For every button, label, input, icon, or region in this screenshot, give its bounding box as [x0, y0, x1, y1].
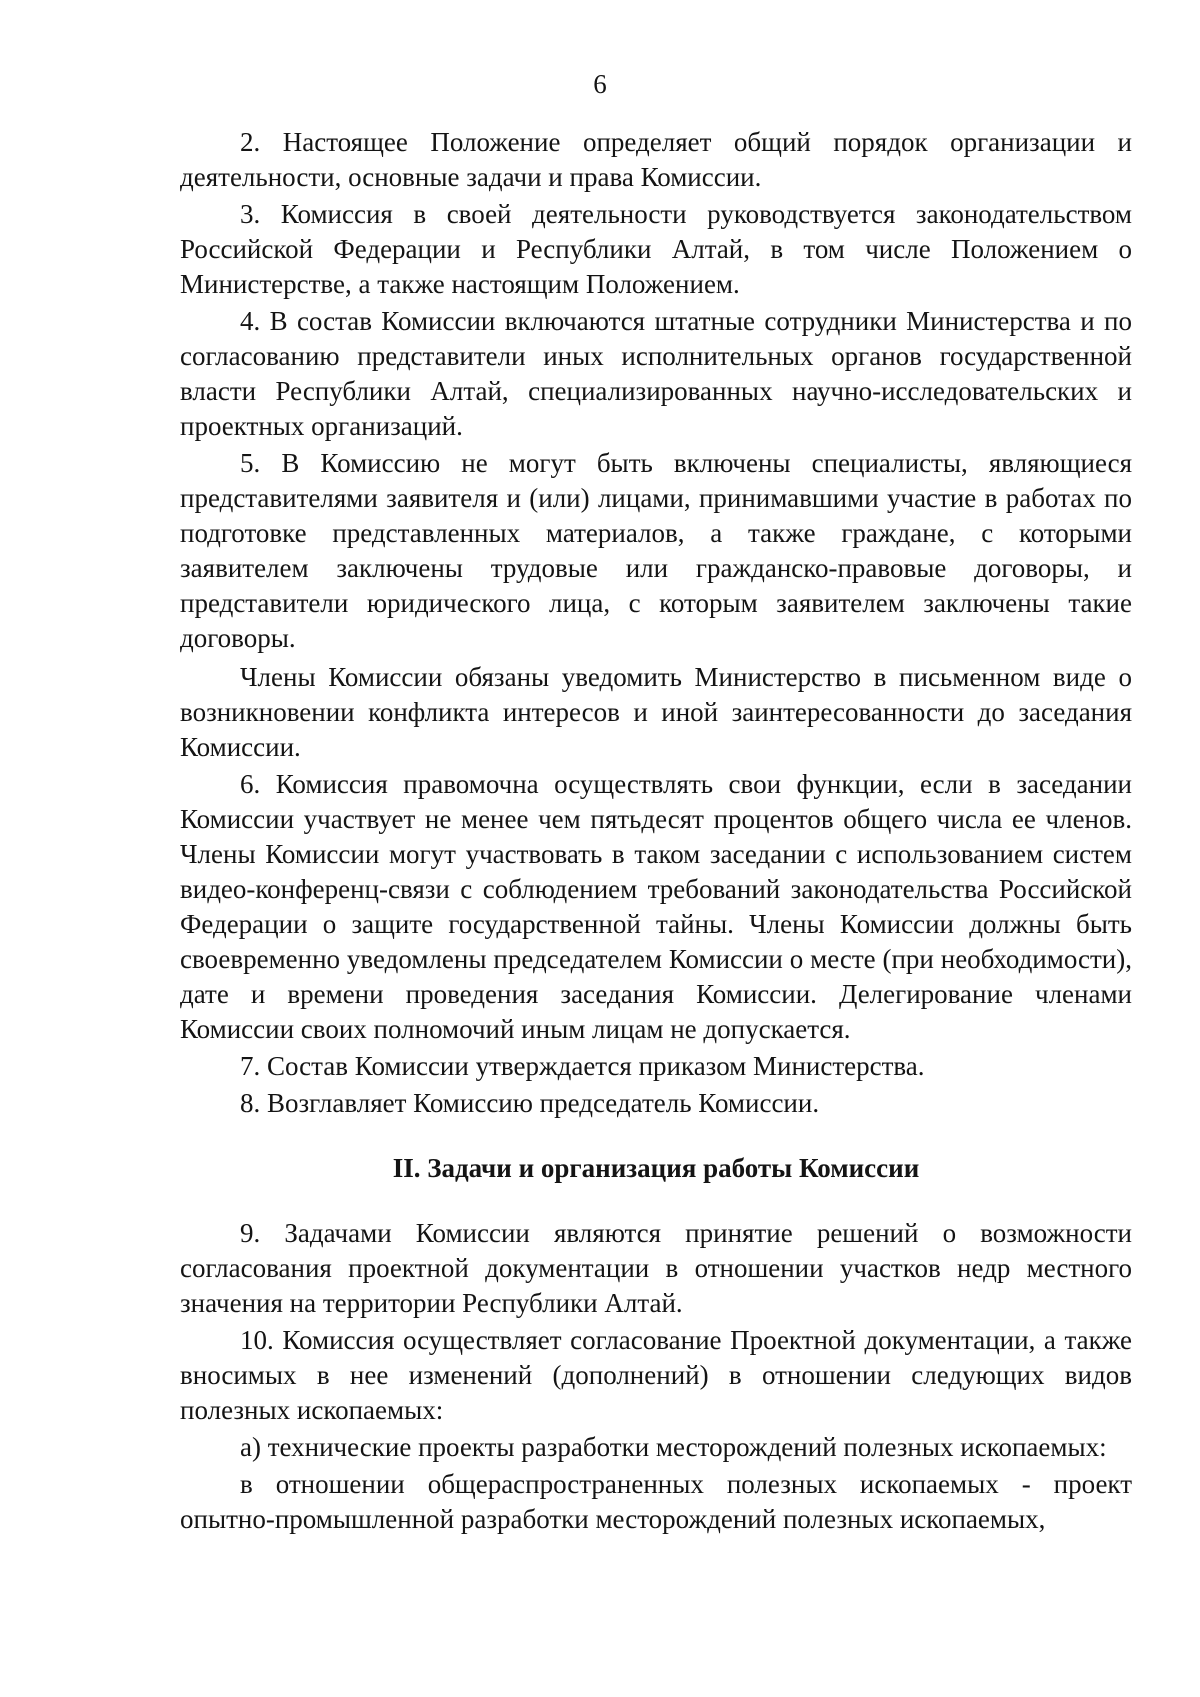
paragraph-item-5: 5. В Комиссию не могут быть включены специалисты, являющиеся представителями заявителя и (или) лицами, принимавшими участие в работах по подготовке представленных материалов, а также граждане, с которыми заявителем заключены трудовые или гражданско-правовые договоры, и представители юридического лица, с которым заявителем заключены такие договоры. [180, 448, 1132, 653]
paragraph-item-4: 4. В состав Комиссии включаются штатные сотрудники Министерства и по согласованию представители иных исполнительных органов государственной власти Республики Алтай, специализированных научно-исследовательских и проектных организаций. [180, 306, 1132, 441]
paragraph-item-9: 9. Задачами Комиссии являются принятие решений о возможности согласования проектной документации в отношении участков недр местного значения на территории Республики Алтай. [180, 1218, 1132, 1318]
paragraph-item-2: 2. Настоящее Положение определяет общий порядок организации и деятельности, основные задачи и права Комиссии. [180, 127, 1132, 192]
paragraph-item-8: 8. Возглавляет Комиссию председатель Комиссии. [240, 1088, 820, 1118]
paragraph-item-10: 10. Комиссия осуществляет согласование Проектной документации, а также вносимых в нее изменений (дополнений) в отношении следующих видов полезных ископаемых: [180, 1325, 1132, 1425]
paragraph-item-3: 3. Комиссия в своей деятельности руководствуется законодательством Российской Федерации и Республики Алтай, в том числе Положением о Министерстве, а также настоящим Положением. [180, 199, 1132, 299]
paragraph-item-7: 7. Состав Комиссии утверждается приказом Министерства. [240, 1051, 925, 1081]
paragraph-common-minerals: в отношении общераспространенных полезных ископаемых - проект опытно-промышленной разработки месторождений полезных ископаемых, [180, 1469, 1132, 1534]
paragraph-conflict-of-interest: Члены Комиссии обязаны уведомить Министерство в письменном виде о возникновении конфликта интересов и иной заинтересованности до заседания Комиссии. [180, 662, 1132, 762]
paragraph-subitem-a: а) технические проекты разработки месторождений полезных ископаемых: [240, 1432, 1107, 1462]
section-heading: II. Задачи и организация работы Комиссии [392, 1153, 920, 1183]
document-body [180, 125, 1132, 1537]
paragraph-item-6: 6. Комиссия правомочна осуществлять свои функции, если в заседании Комиссии участвует не менее чем пятьдесят процентов общего числа ее членов. Члены Комиссии могут участвовать в таком заседании с использованием систем видео-конференц-связи с соблюдением требований законодательства Российской Федерации о защите государственной тайны. Члены Комиссии должны быть своевременно уведомлены председателем Комиссии о месте (при необходимости), дате и времени проведения заседания Комиссии. Делегирование членами Комиссии своих полномочий иным лицам не допускается. [180, 769, 1132, 1044]
page-number: 6 [593, 69, 607, 99]
